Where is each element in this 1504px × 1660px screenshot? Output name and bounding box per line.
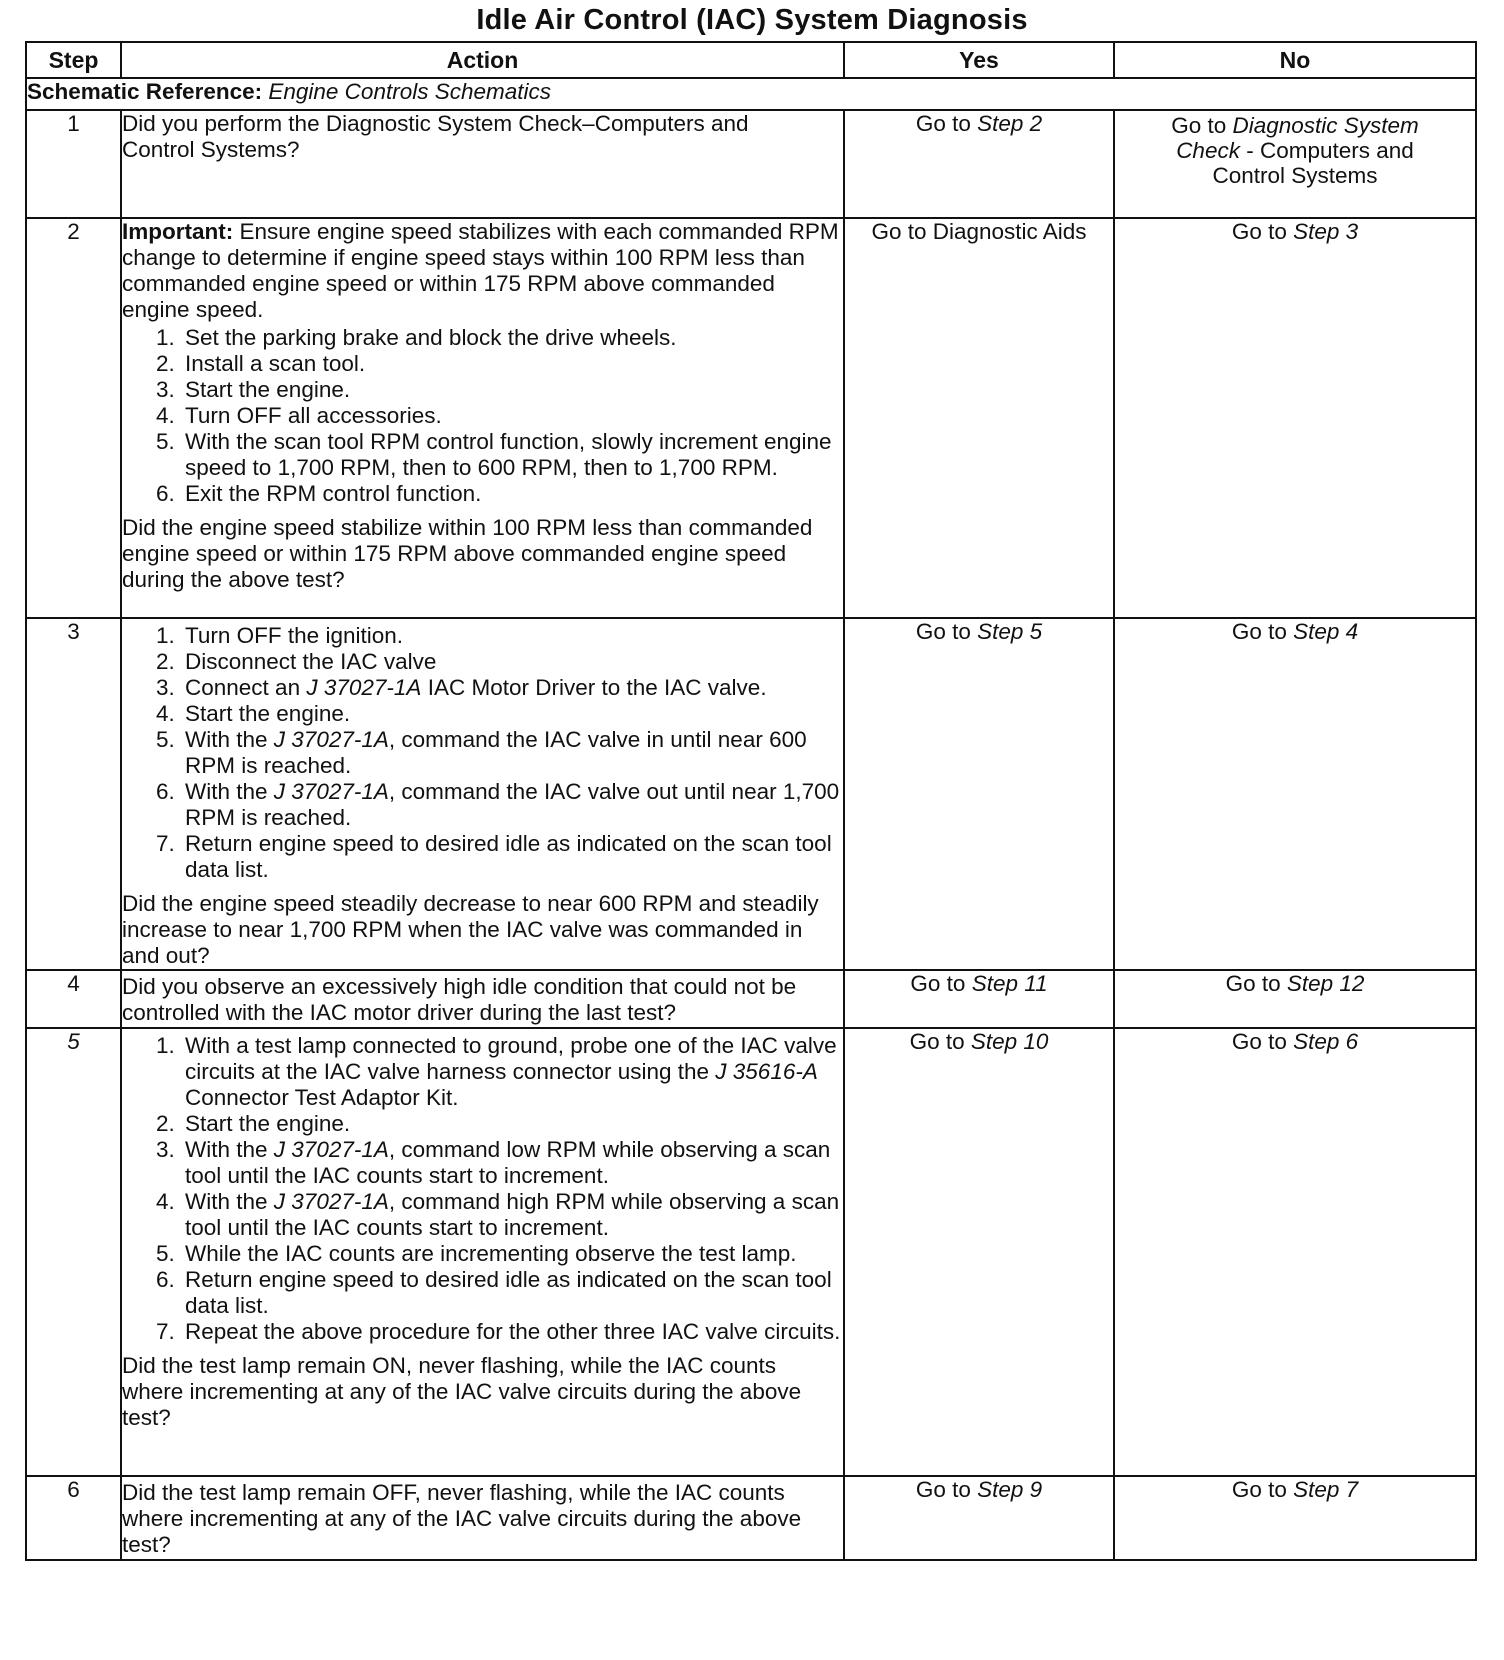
procedure-item [181, 1033, 843, 1111]
procedure-item [181, 701, 843, 727]
step-action [121, 1028, 844, 1476]
step-number: 6 [26, 1476, 121, 1560]
go-to-label: Go to [915, 1477, 971, 1502]
step-row-3 [26, 618, 1476, 970]
yes-cell [844, 1028, 1114, 1476]
go-to-label: Go to [1171, 113, 1227, 138]
go-to-label: Go to [1225, 971, 1281, 996]
kit-ref: J 35616-A [715, 1059, 818, 1084]
go-to-label: Go to [910, 971, 966, 996]
no-target: Step 4 [1293, 619, 1359, 644]
procedure-list [122, 1033, 843, 1345]
procedure-list [122, 325, 843, 507]
step-number: 4 [26, 970, 121, 1028]
diagnosis-table [25, 41, 1477, 1561]
yes-target: Step 9 [977, 1477, 1043, 1502]
schematic-value: Engine Controls Schematics [268, 79, 552, 104]
yes-target: Step 11 [971, 971, 1048, 996]
no-target-rest: - Computers and Control Systems [1212, 138, 1414, 188]
item-text: , command the IAC valve out until near 1,700 RPM is reached. [185, 779, 840, 830]
item-text: While the IAC counts are incrementing observe the test lamp. [185, 1241, 797, 1266]
tool-ref: J 37027-1A [273, 1189, 389, 1214]
no-target-ref: Diagnostic System Check [1176, 113, 1419, 163]
no-cell [1114, 618, 1476, 970]
procedure-item: 3. Start the engine. [181, 377, 843, 403]
step-number: 1 [26, 110, 121, 218]
document-title: Idle Air Control (IAC) System Diagnosis [476, 4, 1028, 36]
no-cell [1114, 218, 1476, 618]
step-action [121, 1476, 844, 1560]
procedure-item [181, 1267, 843, 1319]
go-to-label: Go to [1231, 1029, 1287, 1054]
step-action [121, 218, 844, 618]
step-action [121, 110, 844, 218]
procedure-item: 2. Install a scan tool. [181, 351, 843, 377]
go-to-label: Go to [1231, 1477, 1287, 1502]
procedure-list [122, 623, 843, 883]
procedure-item [181, 623, 843, 649]
yes-cell [844, 970, 1114, 1028]
procedure-item: 1. Set the parking brake and block the drive wheels. [181, 325, 843, 351]
header-row [26, 42, 1476, 78]
no-target: Step 3 [1293, 219, 1359, 244]
yes-cell [844, 110, 1114, 218]
schematic-reference [26, 78, 1476, 110]
step-question: Did you observe an excessively high idle condition that could not be controlled with the IAC motor driver during the last test? [122, 974, 797, 1025]
procedure-item [181, 727, 843, 779]
procedure-item [181, 1111, 843, 1137]
yes-text: Go to Diagnostic Aids [871, 219, 1087, 244]
go-to-label: Go to [1231, 619, 1287, 644]
procedure-item: 5. With the scan tool RPM control function, slowly increment engine speed to 1,700 RPM, then to 600 RPM, then to 1,700 RPM. [181, 429, 843, 481]
procedure-item [181, 675, 843, 701]
item-text: Turn OFF the ignition. [185, 623, 404, 648]
step-row-4 [26, 970, 1476, 1028]
item-text: Connect an [185, 675, 301, 700]
procedure-item [181, 649, 843, 675]
item-text: Repeat the above procedure for the other three IAC valve circuits. [185, 1319, 841, 1344]
col-header-action: Action [121, 42, 844, 78]
no-cell [1114, 970, 1476, 1028]
col-header-no: No [1114, 42, 1476, 78]
item-text: Return engine speed to desired idle as indicated on the scan tool data list. [185, 831, 832, 882]
item-text: With the [185, 779, 268, 804]
no-target: Step 7 [1293, 1477, 1359, 1502]
item-text: Return engine speed to desired idle as indicated on the scan tool data list. [185, 1267, 832, 1318]
procedure-item [181, 1189, 843, 1241]
procedure-item [181, 1241, 843, 1267]
item-text: , command the IAC valve in until near 600 RPM is reached. [185, 727, 807, 778]
item-text: , command high RPM while observing a scan tool until the IAC counts start to increment. [185, 1189, 840, 1240]
step-number: 5 [26, 1028, 121, 1476]
step-question: Did the test lamp remain ON, never flashing, while the IAC counts where incrementing at any of the IAC valve circuits during the above test? [122, 1353, 802, 1430]
yes-target: Step 10 [970, 1029, 1049, 1054]
yes-cell [844, 1476, 1114, 1560]
yes-cell [844, 218, 1114, 618]
procedure-item: 6. Exit the RPM control function. [181, 481, 843, 507]
go-to-label: Go to [1231, 219, 1287, 244]
item-text: Disconnect the IAC valve [185, 649, 437, 674]
yes-cell [844, 618, 1114, 970]
item-text: Start the engine. [185, 1111, 351, 1136]
step-row-6 [26, 1476, 1476, 1560]
item-text: With the [185, 1189, 268, 1214]
important-text: Ensure engine speed stabilizes with each commanded RPM change to determine if engine speed stays within 100 RPM less than commanded engine speed or within 175 RPM above commanded engine speed. [122, 219, 839, 322]
step-row-2 [26, 218, 1476, 618]
no-target: Step 12 [1286, 971, 1365, 996]
procedure-item: 4. Turn OFF all accessories. [181, 403, 843, 429]
step-action [121, 970, 844, 1028]
yes-target: Step 2 [977, 111, 1043, 136]
step-action [121, 618, 844, 970]
item-text: IAC Motor Driver to the IAC valve. [427, 675, 767, 700]
schematic-label: Schematic Reference: [27, 79, 263, 104]
col-header-step: Step [26, 42, 121, 78]
item-text: Connector Test Adaptor Kit. [185, 1085, 459, 1110]
step-question: Did the engine speed steadily decrease to near 600 RPM and steadily increase to near 1,700 RPM when the IAC valve was commanded in and out? [122, 891, 819, 968]
procedure-item [181, 1137, 843, 1189]
step-row-5 [26, 1028, 1476, 1476]
col-header-yes: Yes [844, 42, 1114, 78]
item-text: , command low RPM while observing a scan tool until the IAC counts start to increment. [185, 1137, 831, 1188]
no-cell [1114, 1028, 1476, 1476]
important-note [122, 219, 843, 323]
item-text: Start the engine. [185, 701, 351, 726]
step-number: 2 [26, 218, 121, 618]
step-row-1 [26, 110, 1476, 218]
tool-ref: J 37027-1A [273, 1137, 389, 1162]
no-cell [1114, 110, 1476, 218]
go-to-label: Go to [915, 619, 971, 644]
go-to-label: Go to [915, 111, 971, 136]
important-label: Important: [122, 219, 234, 244]
yes-target: Step 5 [977, 619, 1043, 644]
step-question: Did the test lamp remain OFF, never flashing, while the IAC counts where incrementing at any of the IAC valve circuits during the above test? [122, 1480, 802, 1557]
tool-ref: J 37027-1A [273, 727, 389, 752]
no-cell [1114, 1476, 1476, 1560]
item-text: With the [185, 727, 268, 752]
procedure-item [181, 831, 843, 883]
schematic-row [26, 78, 1476, 110]
step-number: 3 [26, 618, 121, 970]
go-to-label: Go to [909, 1029, 965, 1054]
no-target: Step 6 [1293, 1029, 1359, 1054]
tool-ref: J 37027-1A [306, 675, 422, 700]
procedure-item [181, 779, 843, 831]
tool-ref: J 37027-1A [273, 779, 389, 804]
step-question: Did you perform the Diagnostic System Check–Computers and Control Systems? [122, 111, 749, 162]
item-text: With a test lamp connected to ground, probe one of the IAC valve circuits at the IAC valve harness connector using the [185, 1033, 837, 1084]
step-question: Did the engine speed stabilize within 100 RPM less than commanded engine speed or within 175 RPM above commanded engine speed during the above test? [122, 515, 813, 592]
procedure-item [181, 1319, 843, 1345]
item-text: With the [185, 1137, 268, 1162]
